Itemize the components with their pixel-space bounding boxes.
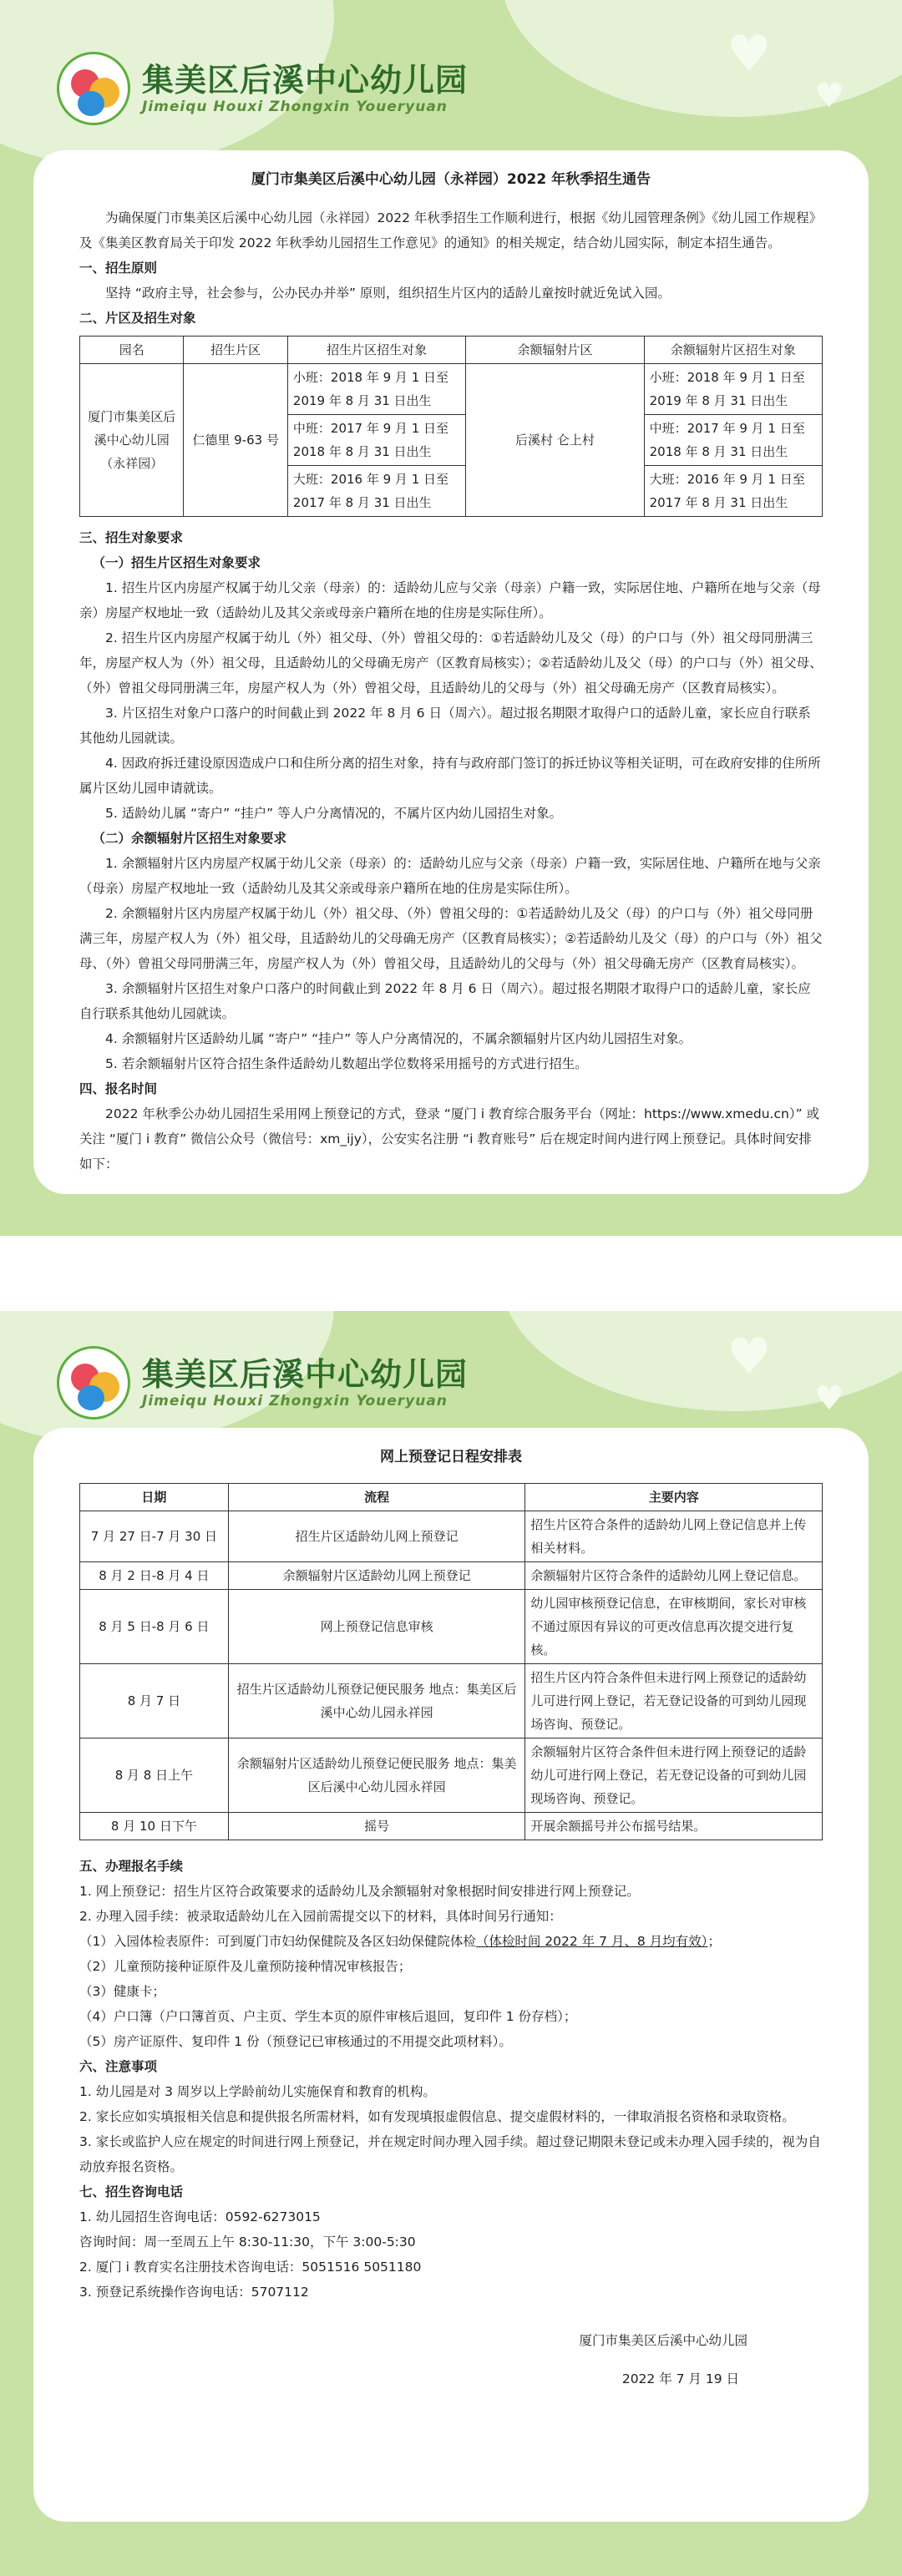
- checkup-note: （体检时间 2022 年 7 月、8 月均有效）: [475, 1934, 708, 1949]
- poster-card-2: [0, 1311, 902, 2576]
- schedule-title: 网上预登记日程安排表: [380, 1449, 522, 1465]
- requirement-item: 3. 片区招生对象户口落户的时间截止到 2022 年 8 月 6 日（周六）。超过报名期限才取得户口的适龄儿童，家长应自行联系其他幼儿园就读。: [79, 706, 811, 746]
- notice-item: 1. 幼儿园是对 3 周岁以上学龄前幼儿实施保育和教育的机构。: [79, 2084, 436, 2099]
- content-cell: 招生片区内符合条件但未进行网上预登记的适龄幼儿可进行网上登记，若无登记设备的可到幼儿园现场咨询、预登记。: [525, 1664, 823, 1738]
- notice-document: [79, 167, 823, 1177]
- date-cell: 8 月 2 日-8 月 4 日: [80, 1562, 229, 1590]
- heart-icon: ♥: [814, 1379, 844, 1418]
- target-cell: 大班：2016 年 9 月 1 日至 2017 年 8 月 31 日出生: [644, 466, 822, 517]
- material-item: （4）户口簿（户口簿首页、户主页、学生本页的原件审核后退回，复印件 1 份存档）；: [79, 2009, 577, 2024]
- material-text: （1）入园体检表原件：可到厦门市妇幼保健院及各区妇幼保健院体检: [79, 1934, 476, 1949]
- kindergarten-logo: [57, 1344, 468, 1421]
- material-item: （3）健康卡；: [79, 1984, 165, 1999]
- table-row: [80, 1664, 823, 1738]
- date-cell: 7 月 27 日-7 月 30 日: [80, 1511, 229, 1562]
- requirement-item: 3. 余额辐射片区招生对象户口落户的时间截止到 2022 年 8 月 6 日（周六）。超过报名期限才取得户口的适龄儿童，家长应自行联系其他幼儿园就读。: [79, 981, 811, 1021]
- contact-item: 1. 幼儿园招生咨询电话：0592-6273015: [79, 2209, 321, 2224]
- logo-name-cn: 集美区后溪中心幼儿园: [142, 1356, 469, 1393]
- table-header: 流程: [228, 1484, 525, 1511]
- date-cell: 8 月 8 日上午: [80, 1738, 229, 1813]
- requirement-item: 1. 余额辐射片区内房屋产权属于幼儿父亲（母亲）的：适龄幼儿应与父亲（母亲）户籍一致，实际居住地、户籍所在地与父亲（母亲）房屋产权地址一致（适龄幼儿及其父亲或母亲户籍所在地的住房是实际住所）。: [79, 856, 821, 896]
- section-text: 2022 年秋季公办幼儿园招生采用网上预登记的方式，登录 “厦门 i 教育综合服务平台（网址：https://www.xmedu.cn）” 或关注 “厦门 i 教育” 微信公众号（微信号：xm_ijy），公安实名注册 “i 教育账号” 后在规定时间内进行网上预登记。具体时间安排如下：: [79, 1106, 820, 1172]
- target-cell: 小班：2018 年 9 月 1 日至 2019 年 8 月 31 日出生: [644, 364, 822, 415]
- table-header: 余额辐射片区: [466, 337, 644, 364]
- content-cell: 幼儿园审核预登记信息，在审核期间，家长对审核不通过原因有异议的可更改信息再次提交进行复核。: [525, 1590, 823, 1664]
- heart-icon: ♥: [727, 1328, 772, 1386]
- subsection-heading: （一）招生片区招生对象要求: [92, 555, 261, 570]
- target-cell: 中班：2017 年 9 月 1 日至 2018 年 8 月 31 日出生: [287, 415, 465, 466]
- flow-cell: 余额辐射片区适龄幼儿网上预登记: [228, 1562, 525, 1590]
- flow-cell: 余额辐射片区适龄幼儿预登记便民服务 地点：集美区后溪中心幼儿园永祥园: [228, 1738, 525, 1813]
- material-text: ；: [707, 1934, 721, 1949]
- logo-emblem-icon: [57, 1346, 130, 1420]
- section-text: 坚持 “政府主导，社会参与，公办民办并举” 原则，组织招生片区内的适龄儿童按时就近免试入园。: [105, 286, 671, 301]
- procedure-item: 2. 办理入园手续：被录取适龄幼儿在入园前需提交以下的材料，具体时间另行通知：: [79, 1909, 562, 1924]
- table-header: 园名: [80, 337, 184, 364]
- subsection-heading: （二）余额辐射片区招生对象要求: [92, 831, 287, 846]
- flow-cell: 摇号: [228, 1813, 525, 1840]
- table-row: [80, 1562, 823, 1590]
- material-item: （5）房产证原件、复印件 1 份（预登记已审核通过的不用提交此项材料）。: [79, 2034, 512, 2049]
- logo-name-en: Jimeiqu Houxi Zhongxin Youeryuan: [142, 99, 448, 115]
- date-cell: 8 月 7 日: [80, 1664, 229, 1738]
- table-row: [80, 1738, 823, 1813]
- content-cell: 招生片区符合条件的适龄幼儿网上登记信息并上传相关材料。: [525, 1511, 823, 1562]
- requirement-item: 2. 余额辐射片区内房屋产权属于幼儿（外）祖父母、（外）曾祖父母的：①若适龄幼儿及父（母）的户口与（外）祖父母同册满三年，房屋产权人为（外）祖父母，且适龄幼儿的父母确无房产（区教育局核实）；②若适龄幼儿及父（母）的户口与（外）祖父母、（外）曾祖父母同册满三年，房屋产权人为（外）曾祖父母，且适龄幼儿的父母与（外）祖父母确无房产（区教育局核实）。: [79, 906, 823, 971]
- section-heading: 五、办理报名手续: [79, 1859, 184, 1874]
- requirement-item: 4. 余额辐射片区适龄幼儿属 “寄户” “挂户” 等人户分离情况的，不属余额辐射片区内幼儿园招生对象。: [105, 1031, 692, 1046]
- kindergarten-logo: [57, 50, 468, 127]
- content-cell: 余额辐射片区符合条件的适龄幼儿网上登记信息。: [525, 1562, 823, 1590]
- table-header: 日期: [80, 1484, 229, 1511]
- target-cell: 小班：2018 年 9 月 1 日至 2019 年 8 月 31 日出生: [287, 364, 465, 415]
- target-cell: 中班：2017 年 9 月 1 日至 2018 年 8 月 31 日出生: [644, 415, 822, 466]
- signature-date: 2022 年 7 月 19 日: [621, 2371, 739, 2386]
- requirement-item: 4. 因政府拆迁建设原因造成户口和住所分离的招生对象，持有与政府部门签订的拆迁协议等相关证明，可在政府安排的住所所属片区幼儿园申请就读。: [79, 756, 821, 796]
- contact-item: 咨询时间：周一至周五上午 8:30-11:30，下午 3:00-5:30: [79, 2234, 416, 2250]
- notice-item: 3. 家长或监护人应在规定的时间进行网上预登记，并在规定时间办理入园手续。超过登记期限未登记或未办理入园手续的，视为自动放弃报名资格。: [79, 2134, 821, 2174]
- contact-item: 2. 厦门 i 教育实名注册技术咨询电话：5051516 5051180: [79, 2260, 422, 2275]
- heart-icon: ♥: [814, 77, 844, 115]
- table-header: 余额辐射片区招生对象: [644, 337, 822, 364]
- table-header: 招生片区: [184, 337, 287, 364]
- enrollment-area-table: [79, 336, 823, 517]
- content-cell: 开展余额摇号并公布摇号结果。: [525, 1813, 823, 1840]
- requirement-item: 1. 招生片区内房屋产权属于幼儿父亲（母亲）的：适龄幼儿应与父亲（母亲）户籍一致，实际居住地、户籍所在地与父亲（母亲）房屋产权地址一致（适龄幼儿及其父亲或母亲户籍所在地的住房是实际住所）。: [79, 580, 821, 620]
- table-row: [80, 1511, 823, 1562]
- contact-item: 3. 预登记系统操作咨询电话：5707112: [79, 2285, 309, 2300]
- flow-cell: 招生片区适龄幼儿预登记便民服务 地点：集美区后溪中心幼儿园永祥园: [228, 1664, 525, 1738]
- section-heading: 四、报名时间: [79, 1081, 158, 1096]
- date-cell: 8 月 10 日下午: [80, 1813, 229, 1840]
- logo-name-cn: 集美区后溪中心幼儿园: [142, 62, 469, 99]
- heart-icon: ♥: [727, 25, 772, 84]
- poster-card-1: [0, 0, 902, 1236]
- notice-intro: 为确保厦门市集美区后溪中心幼儿园（永祥园）2022 年秋季招生工作顺利进行，根据《幼儿园管理条例》《幼儿园工作规程》及《集美区教育局关于印发 2022 年秋季幼儿园招生工作意见》的通知》的相关规定，结合幼儿园实际，制定本招生通告。: [79, 210, 823, 251]
- material-item: [79, 1929, 823, 1954]
- section-heading: 一、招生原则: [79, 261, 158, 276]
- schedule-table: [79, 1483, 823, 1840]
- content-cell: 余额辐射片区符合条件但未进行网上预登记的适龄幼儿可进行网上登记，若无登记设备的可到幼儿园现场咨询、预登记。: [525, 1738, 823, 1813]
- notice-title: 厦门市集美区后溪中心幼儿园（永祥园）2022 年秋季招生通告: [251, 171, 651, 188]
- kindergarten-cell: 厦门市集美区后溪中心幼儿园（永祥园）: [80, 364, 184, 517]
- flow-cell: 招生片区适龄幼儿网上预登记: [228, 1511, 525, 1562]
- logo-emblem-icon: [57, 52, 130, 125]
- table-row: [80, 1590, 823, 1664]
- procedure-item: 1. 网上预登记：招生片区符合政策要求的适龄幼儿及余额辐射对象根据时间安排进行网上预登记。: [79, 1884, 640, 1899]
- table-row: [80, 1813, 823, 1840]
- flow-cell: 网上预登记信息审核: [228, 1590, 525, 1664]
- area-cell: 仁德里 9-63 号: [184, 364, 287, 517]
- section-heading: 七、招生咨询电话: [79, 2184, 184, 2199]
- table-header: 招生片区招生对象: [287, 337, 465, 364]
- schedule-document: [79, 1436, 823, 2404]
- radiation-area-cell: 后溪村 仑上村: [466, 364, 644, 517]
- requirement-item: 2. 招生片区内房屋产权属于幼儿（外）祖父母、（外）曾祖父母的：①若适龄幼儿及父（母）的户口与（外）祖父母同册满三年，房屋产权人为（外）祖父母，且适龄幼儿的父母确无房产（区教育局核实）；②若适龄幼儿及父（母）的户口与（外）祖父母、（外）曾祖父母同册满三年，房屋产权人为（外）曾祖父母，且适龄幼儿的父母与（外）祖父母确无房产（区教育局核实）。: [79, 630, 823, 696]
- requirement-item: 5. 若余额辐射片区符合招生条件适龄幼儿数超出学位数将采用摇号的方式进行招生。: [105, 1056, 588, 1071]
- logo-name-en: Jimeiqu Houxi Zhongxin Youeryuan: [142, 1393, 448, 1409]
- section-heading: 二、片区及招生对象: [79, 311, 196, 326]
- table-header: 主要内容: [525, 1484, 823, 1511]
- requirement-item: 5. 适龄幼儿属 “寄户” “挂户” 等人户分离情况的，不属片区内幼儿园招生对象。: [105, 806, 563, 821]
- material-item: （2）儿童预防接种证原件及儿童预防接种情况审核报告；: [79, 1959, 412, 1974]
- date-cell: 8 月 5 日-8 月 6 日: [80, 1590, 229, 1664]
- signature-org: 厦门市集美区后溪中心幼儿园: [579, 2333, 747, 2348]
- section-heading: 三、招生对象要求: [79, 530, 184, 545]
- target-cell: 大班：2016 年 9 月 1 日至 2017 年 8 月 31 日出生: [287, 466, 465, 517]
- notice-item: 2. 家长应如实填报相关信息和提供报名所需材料，如有发现填报虚假信息、提交虚假材料的，一律取消报名资格和录取资格。: [79, 2109, 795, 2124]
- section-heading: 六、注意事项: [79, 2059, 158, 2074]
